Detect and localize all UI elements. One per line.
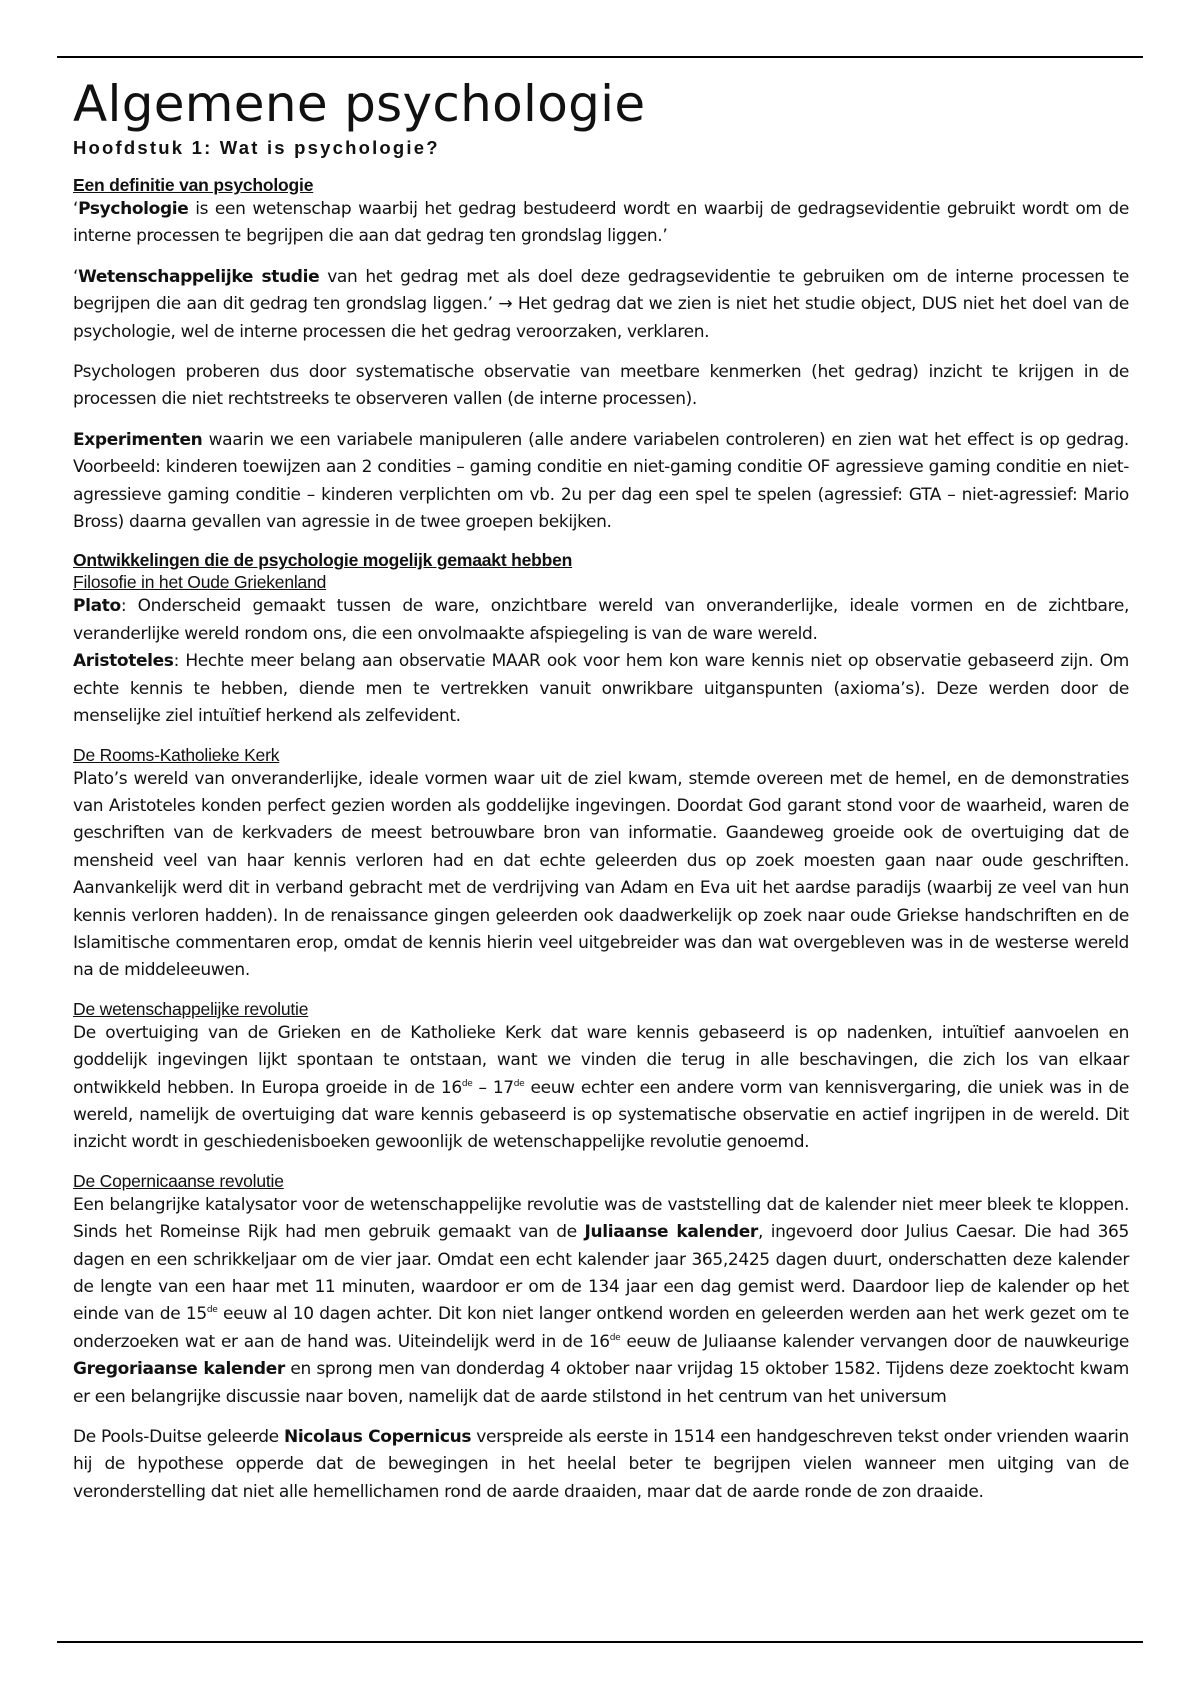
subheading-filosofie: Filosofie in het Oude Griekenland bbox=[73, 572, 327, 593]
paragraph-psychologie-definitie: ‘Psychologie is een wetenschap waarbij het gedrag bestudeerd wordt en waarbij de gedragsevidentie gebruikt wordt om de interne processen te begrijpen die aan dat gedrag ten grondslag liggen.’ bbox=[73, 199, 1129, 247]
paragraph-copernicus: De Pools-Duitse geleerde Nicolaus Copernicus verspreide als eerste in 1514 een handgeschreven tekst onder vrienden waarin hij de hypothese opperde dat de bewegingen in het heelal beter te begrijpen vielen wanneer men uitging van de veronderstelling dat niet alle hemellichamen rond de aarde draaiden, maar dat de aarde ronde de zon draaide. bbox=[73, 1427, 1129, 1502]
subheading-wetenschappelijke-revolutie: De wetenschappelijke revolutie bbox=[73, 998, 309, 1019]
paragraph-wetenschappelijke-studie: ‘Wetenschappelijke studie van het gedrag met als doel deze gedragsevidentie te gebruiken om de interne processen te begrijpen die aan dit gedrag ten grondslag liggen.’ → Het gedrag dat we zien is niet het studie object, DUS niet het doel van de psychologie, wel de interne processen die het gedrag veroorzaken, verklaren. bbox=[73, 266, 1129, 342]
term-juliaanse-kalender: Juliaanse kalender bbox=[584, 1222, 758, 1243]
term-aristoteles: Aristoteles bbox=[73, 651, 174, 672]
paragraph-psychologen: Psychologen proberen dus door systematische observatie van meetbare kenmerken (het gedrag) inzicht te krijgen in de processen die niet rechtstreeks te observeren vallen (de interne processen). bbox=[73, 362, 1129, 410]
section-heading-ontwikkelingen: Ontwikkelingen die de psychologie mogelijk gemaakt hebben bbox=[73, 550, 573, 571]
subheading-kerk: De Rooms-Katholieke Kerk bbox=[73, 744, 280, 765]
term-wetenschappelijke-studie: Wetenschappelijke studie bbox=[78, 266, 320, 287]
term-gregoriaanse-kalender: Gregoriaanse kalender bbox=[73, 1359, 285, 1380]
paragraph-kerk: Plato’s wereld van onveranderlijke, ideale vormen waar uit de ziel kwam, stemde overeen met de hemel, en de demonstraties van Aristoteles konden perfect gezien worden als goddelijke ingevingen. Doordat God garant stond voor de waarheid, waren de geschriften van de kerkvaders de meest betrouwbare bron van informatie. Gaandeweg groeide ook de overtuiging dat de mensheid veel van haar kennis verloren had en dat echte geleerden dus op zoek moesten gaan naar oude geschriften. Aanvankelijk werd dit in verband gebracht met de verdrijving van Adam en Eva uit het aardse paradijs (waarbij ze veel van hun kennis verloren hadden). In de renaissance gingen geleerden ook daadwerkelijk op zoek naar oude Griekse handschriften en de Islamitische commentaren erop, omdat de kennis hierin veel uitgebreider was dan wat overgebleven was in de westerse wereld na de middeleeuwen. bbox=[73, 768, 1129, 981]
document-title: Algemene psychologie bbox=[73, 75, 646, 133]
paragraph-aristoteles: Aristoteles: Hechte meer belang aan observatie MAAR ook voor hem kon ware kennis niet op observatie gebaseerd zijn. Om echte kennis te hebben, diende men te vertrekken vanuit onwrikbare uitganspunten (axioma’s). Deze werden door de menselijke ziel intuïtief herkend als zelfevident. bbox=[73, 651, 1129, 727]
section-heading-definitie: Een definitie van psychologie bbox=[73, 175, 314, 195]
paragraph-experimenten: Experimenten waarin we een variabele manipuleren (alle andere variabelen controleren) en zien wat het effect is op gedrag. Voorbeeld: kinderen toewijzen aan 2 condities – gaming conditie en niet-gaming conditie OF agressieve gaming conditie en niet-agressieve gaming conditie – kinderen verplichten om vb. 2u per dag een spel te spelen (agressief: GTA – niet-agressief: Mario Bross) daarna gevallen van agressie in de twee groepen bekijken. bbox=[73, 429, 1129, 533]
document-page bbox=[73, 74, 1129, 1506]
term-plato: Plato bbox=[73, 596, 121, 617]
paragraph-kalender: Een belangrijke katalysator voor de wetenschappelijke revolutie was de vaststelling dat de kalender niet meer bleek te kloppen. Sinds het Romeinse Rijk had men gebruik gemaakt van de Juliaanse kalender, ingevoerd door Julius Caesar. Die had 365 dagen en een schrikkeljaar om de vier jaar. Omdat een echt kalender jaar 365,2425 dagen duurt, onderschatten deze kalender de lengte van een haar met 11 minuten, waardoor er om de 134 jaar een dag gemist werd. Daardoor liep de kalender op het einde van de 15de eeuw al 10 dagen achter. Dit kon niet langer ontkend worden en geleerden werden aan het werk gezet om te onderzoeken wat er aan de hand was. Uiteindelijk werd in de 16de eeuw de Juliaanse kalender vervangen door de nauwkeurige Gregoriaanse kalender en sprong men van donderdag 4 oktober naar vrijdag 15 oktober 1582. Tijdens deze zoektocht kwam er een belangrijke discussie naar boven, namelijk dat de aarde stilstond in het centrum van het universum bbox=[73, 1194, 1129, 1407]
paragraph-plato: Plato: Onderscheid gemaakt tussen de ware, onzichtbare wereld van onveranderlijke, ideale vormen en de zichtbare, veranderlijke wereld rondom ons, die een onvolmaakte afspiegeling is van de ware wereld. bbox=[73, 596, 1129, 644]
paragraph-wetenschappelijke-revolutie: De overtuiging van de Grieken en de Katholieke Kerk dat ware kennis gebaseerd is op nadenken, intuïtief aanvoelen en goddelijk ingevingen lijkt spontaan te ontstaan, want we vinden die terug in alle beschavingen, die zich los van elkaar ontwikkeld hebben. In Europa groeide in de 16de – 17de eeuw echter een andere vorm van kennisvergaring, die uniek was in de wereld, namelijk de overtuiging dat ware kennis gebaseerd is op systematische observatie en actief ingrijpen in de wereld. Dit inzicht wordt in geschiedenisboeken gewoonlijk de wetenschappelijke revolutie genoemd. bbox=[73, 1022, 1129, 1153]
bottom-rule bbox=[57, 1641, 1143, 1643]
term-experimenten: Experimenten bbox=[73, 429, 203, 450]
chapter-heading: Hoofdstuk 1: Wat is psychologie? bbox=[73, 137, 440, 158]
term-copernicus: Nicolaus Copernicus bbox=[283, 1427, 472, 1448]
term-psychologie: Psychologie bbox=[78, 199, 189, 219]
top-rule bbox=[57, 56, 1143, 58]
subheading-copernicaanse-revolutie: De Copernicaanse revolutie bbox=[73, 1170, 284, 1191]
